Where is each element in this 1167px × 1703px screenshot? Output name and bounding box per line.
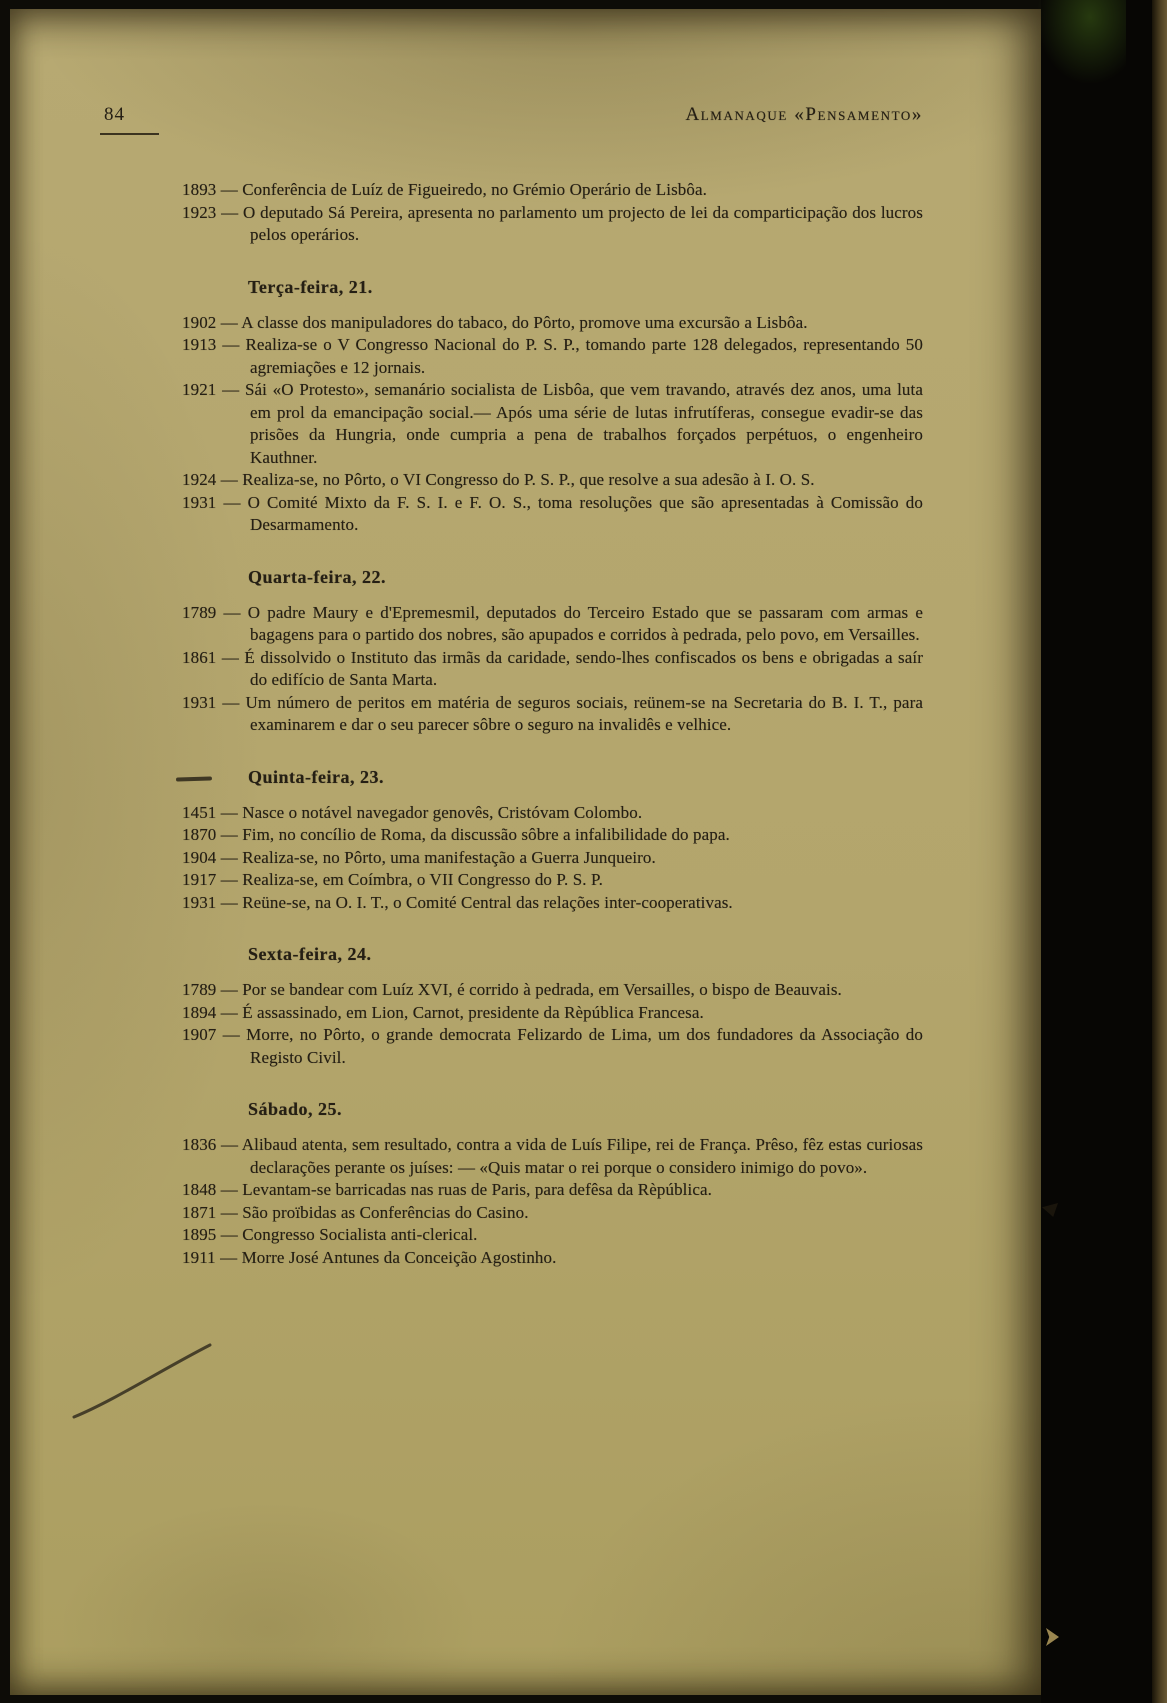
- entry-separator: —: [216, 1180, 243, 1199]
- book-edge-strip: [1152, 0, 1167, 1703]
- entry-separator: —: [216, 1135, 242, 1154]
- entry-text: Levantam-se barricadas nas ruas de Paris, para defêsa da Rèpública.: [242, 1180, 712, 1199]
- almanac-entry: [182, 1202, 923, 1225]
- entry-year: 1848: [182, 1180, 217, 1199]
- entry-separator: —: [216, 492, 248, 512]
- entry-separator: —: [216, 335, 246, 354]
- entry-year: 1451: [182, 802, 217, 822]
- entry-year: 1913: [182, 335, 217, 354]
- entry-text: Realiza-se, no Pôrto, uma manifestação a Guerra Junqueiro.: [242, 847, 656, 867]
- entry-year: 1789: [182, 980, 217, 999]
- almanac-entry: [182, 179, 923, 202]
- entry-separator: —: [216, 602, 248, 622]
- entry-year: 1870: [182, 825, 217, 844]
- entry-year: 1871: [182, 1202, 217, 1222]
- almanac-entry: [182, 202, 923, 247]
- entry-year: 1836: [182, 1135, 217, 1154]
- almanac-entry: [182, 847, 923, 870]
- running-title: Almanaque «Pensamento»: [685, 104, 923, 125]
- day-heading: Quinta-feira, 23.: [248, 766, 384, 787]
- entry-text: Reüne-se, na O. I. T., o Comité Central das relações inter-cooperativas.: [242, 892, 733, 912]
- almanac-entry: [182, 824, 923, 847]
- entry-year: 1921: [182, 380, 217, 399]
- almanac-entry: [182, 802, 923, 825]
- almanac-entry: [182, 647, 923, 692]
- entry-separator: —: [216, 312, 242, 332]
- handwritten-pen-stroke: [68, 1339, 218, 1424]
- entry-text: Fim, no concílio de Roma, da discussão sôbre a infalibilidade do papa.: [242, 825, 730, 844]
- entry-text: O padre Maury e d'Epremesmil, deputados do Terceiro Estado que se passaram com armas e bagagens para o partido dos nobres, são apupados e corridos à pedrada, pelo povo, em Versailles.: [247, 602, 923, 644]
- page-header: [100, 104, 923, 135]
- day-heading: Sábado, 25.: [248, 1099, 343, 1119]
- entry-year: 1902: [182, 312, 217, 332]
- entry-text: O Comité Mixto da F. S. I. e F. O. S., toma resoluções que são apresentadas à Comissão do Desarmamento.: [247, 492, 923, 534]
- entry-text: São proïbidas as Conferências do Casino.: [242, 1202, 529, 1222]
- entry-year: 1894: [182, 1002, 217, 1022]
- almanac-entry: [182, 1179, 923, 1202]
- entry-separator: —: [216, 647, 245, 667]
- day-heading: Terça-feira, 21.: [248, 276, 373, 297]
- almanac-entry: [182, 312, 923, 335]
- entry-year: 1931: [182, 692, 217, 712]
- entry-text: Um número de peritos em matéria de seguros sociais, reünem-se na Secretaria do B. I. T., para examinarem e dar o seu parecer sôbre o seguro na invalidês e velhice.: [245, 692, 923, 734]
- entry-text: O deputado Sá Pereira, apresenta no parlamento um projecto de lei da comparticipação dos lucros pelos operários.: [242, 202, 923, 244]
- almanac-entry: [182, 1024, 923, 1069]
- almanac-entry: [182, 492, 923, 537]
- entry-separator: —: [216, 180, 243, 199]
- day-heading: Quarta-feira, 22.: [248, 566, 386, 587]
- almanac-entry: [182, 334, 923, 379]
- entry-text: Congresso Socialista anti-clerical.: [242, 1225, 478, 1244]
- entry-separator: —: [215, 1247, 242, 1267]
- almanac-entry: [182, 892, 923, 915]
- entry-text: Realiza-se o V Congresso Nacional do P. S. P., tomando parte 128 delegados, representando 50 agremiações e 12 jornais.: [245, 335, 923, 377]
- day-heading: Sexta-feira, 24.: [248, 944, 372, 964]
- entry-text: Por se bandear com Luíz XVI, é corrido à pedrada, em Versailles, o bispo de Beauvais.: [242, 980, 842, 999]
- entries: [182, 179, 923, 1269]
- entry-year: 1904: [182, 847, 217, 867]
- scan-gutter: [1041, 0, 1167, 1703]
- entry-separator: —: [216, 1025, 247, 1044]
- entry-text: Realiza-se, em Coímbra, o VII Congresso do P. S. P.: [242, 870, 604, 889]
- entry-separator: —: [216, 802, 243, 822]
- entry-separator: —: [216, 1002, 243, 1022]
- page-number: 84: [100, 104, 159, 135]
- entry-year: 1895: [182, 1225, 217, 1244]
- entry-text: É assassinado, em Lion, Carnot, presidente da Rèpública Francesa.: [242, 1002, 704, 1022]
- almanac-entry: [182, 1002, 923, 1025]
- entry-text: A classe dos manipuladores do tabaco, do Pôrto, promove uma excursão a Lisbôa.: [241, 312, 808, 332]
- entry-year: 1931: [182, 492, 217, 512]
- entry-year: 1911: [182, 1247, 216, 1267]
- entry-text: Morre José Antunes da Conceição Agostinho.: [241, 1247, 557, 1267]
- almanac-entry: [182, 379, 923, 469]
- entry-text: Alibaud atenta, sem resultado, contra a vida de Luís Filipe, rei de França. Prêso, fêz estas curiosas declarações perante os juíses: — «Quis matar o rei porque o considero inimigo do povo».: [241, 1135, 923, 1177]
- entry-separator: —: [216, 825, 243, 844]
- entry-year: 1907: [182, 1025, 217, 1044]
- almanac-entry: [182, 692, 923, 737]
- entry-text: Nasce o notável navegador genovês, Cristóvam Colombo.: [242, 802, 643, 822]
- almanac-page: [10, 9, 1041, 1695]
- entry-text: Realiza-se, no Pôrto, o VI Congresso do P. S. P., que resolve a sua adesão à I. O. S.: [242, 470, 815, 489]
- almanac-entry: [182, 979, 923, 1002]
- entry-separator: —: [216, 1225, 243, 1244]
- entry-text: Sái «O Protesto», semanário socialista de Lisbôa, que vem travando, através dez anos, uma luta em prol da emancipação social.— Após uma série de lutas infrutíferas, consegue evadir-se das prisões da Hungria, onde cumpria a pena de trabalhos forçados perpétuos, o engenheiro Kauthner.: [244, 380, 923, 467]
- entry-year: 1789: [182, 602, 217, 622]
- almanac-entry: [182, 869, 923, 892]
- entry-year: 1924: [182, 470, 217, 489]
- entry-separator: —: [216, 1202, 243, 1222]
- almanac-entry: [182, 1247, 923, 1270]
- entry-separator: —: [216, 870, 243, 889]
- page-content: [104, 104, 923, 1269]
- almanac-entry: [182, 1224, 923, 1247]
- almanac-entry: [182, 602, 923, 647]
- entry-year: 1917: [182, 870, 217, 889]
- entry-separator: —: [216, 847, 243, 867]
- entry-separator: —: [216, 202, 243, 222]
- entry-year: 1931: [182, 892, 217, 912]
- entry-separator: —: [216, 980, 243, 999]
- scan-corner-shadow: [1036, 0, 1126, 85]
- entry-separator: —: [216, 380, 245, 399]
- entry-text: Conferência de Luíz de Figueiredo, no Grémio Operário de Lisbôa.: [242, 180, 707, 199]
- entry-text: Morre, no Pôrto, o grande democrata Felizardo de Lima, um dos fundadores da Associação do Registo Civil.: [246, 1025, 923, 1067]
- entry-year: 1923: [182, 202, 217, 222]
- entry-separator: —: [216, 892, 243, 912]
- almanac-entry: [182, 469, 923, 492]
- entry-separator: —: [216, 692, 246, 712]
- entry-year: 1861: [182, 647, 217, 667]
- entry-separator: —: [216, 470, 243, 489]
- almanac-entry: [182, 1134, 923, 1179]
- entry-text: É dissolvido o Instituto das irmãs da caridade, sendo-lhes confiscados os bens e obrigadas a saír do edifício de Santa Marta.: [244, 647, 923, 689]
- entry-year: 1893: [182, 180, 217, 199]
